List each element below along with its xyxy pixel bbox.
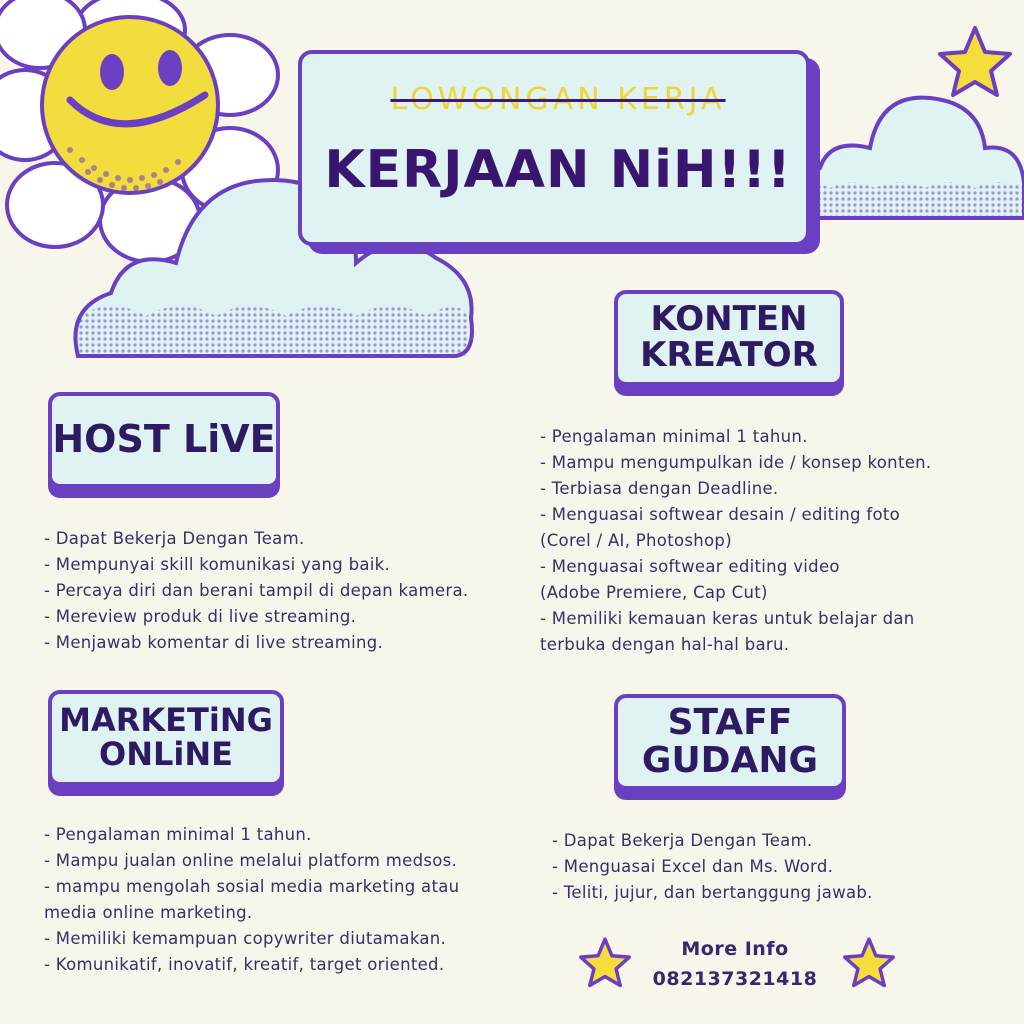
title-banner [298, 50, 810, 246]
host-live-requirements [44, 526, 504, 656]
cloud-icon [780, 88, 1024, 224]
konten-kreator-requirements [540, 424, 1010, 658]
star-icon [842, 936, 896, 988]
list-item: - Terbiasa dengan Deadline. [540, 479, 779, 498]
staff-gudang-title-box [614, 694, 846, 790]
list-item: - Menguasai softwear editing video (Adobe Premiere, Cap Cut) [540, 557, 840, 602]
list-item: - Memiliki kemauan keras untuk belajar dan terbuka dengan hal-hal baru. [540, 609, 915, 654]
list-item: - Mampu jualan online melalui platform medsos. [44, 851, 458, 870]
contact-info [630, 934, 840, 994]
staff-gudang-title: STAFF GUDANG [641, 702, 819, 781]
phone-number: 082137321418 [652, 968, 818, 990]
page-title: KERJAAN NiH!!! [324, 140, 792, 200]
list-item: - Pengalaman minimal 1 tahun. [540, 427, 808, 446]
host-live-title: HOST LiVE [52, 417, 276, 462]
list-item: - Teliti, jujur, dan bertanggung jawab. [552, 883, 873, 902]
marketing-online-title-box [48, 690, 284, 786]
staff-gudang-requirements [552, 828, 992, 906]
host-live-title-box [48, 392, 280, 488]
list-item: - mampu mengolah sosial media marketing atau media online marketing. [44, 877, 460, 922]
list-item: - Komunikatif, inovatif, kreatif, target oriented. [44, 955, 445, 974]
marketing-online-requirements [44, 822, 514, 978]
list-item: - Mampu mengumpulkan ide / konsep konten. [540, 453, 932, 472]
more-info-label: More Info [681, 938, 789, 960]
list-item: - Menguasai softwear desain / editing foto (Corel / AI, Photoshop) [540, 505, 901, 550]
star-icon [578, 936, 632, 988]
list-item: - Dapat Bekerja Dengan Team. [552, 831, 813, 850]
list-item: - Mempunyai skill komunikasi yang baik. [44, 555, 391, 574]
title-strikethrough: LOWONGAN KERJA [390, 82, 726, 117]
list-item: - Dapat Bekerja Dengan Team. [44, 529, 305, 548]
konten-kreator-title: KONTEN KREATOR [640, 299, 818, 375]
list-item: - Pengalaman minimal 1 tahun. [44, 825, 312, 844]
marketing-online-title: MARKETiNG ONLiNE [59, 701, 273, 773]
list-item: - Menjawab komentar di live streaming. [44, 633, 384, 652]
list-item: - Menguasai Excel dan Ms. Word. [552, 857, 834, 876]
list-item: - Memiliki kemampuan copywriter diutamakan. [44, 929, 447, 948]
list-item: - Percaya diri dan berani tampil di depan kamera. [44, 581, 469, 600]
star-icon [936, 24, 1014, 98]
list-item: - Mereview produk di live streaming. [44, 607, 357, 626]
konten-kreator-title-box [614, 290, 844, 386]
